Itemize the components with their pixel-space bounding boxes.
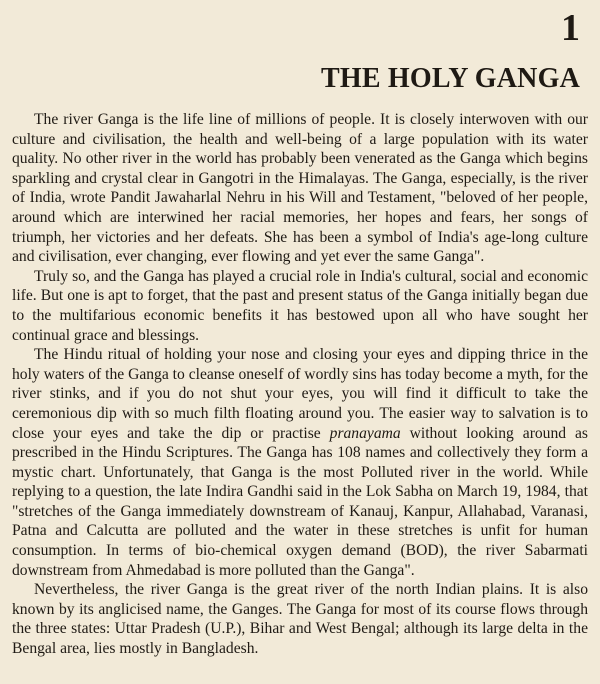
paragraph-3-italic-term: pranayama bbox=[329, 424, 401, 442]
chapter-number: 1 bbox=[561, 7, 580, 49]
paragraph-4: Nevertheless, the river Ganga is the great river of the north Indian plains. It is also known by its anglicised name, the Ganges. The Ganga for most of its course flows through the three states: Uttar Pradesh (U.P.), Bihar and West Bengal; although its large delta in the Bengal area, lies mostly in Bangladesh. bbox=[12, 581, 588, 658]
paragraph-3 bbox=[12, 345, 588, 580]
paragraph-3-text-start: The Hindu ritual of holding your nose and closing your eyes and dipping thrice in the holy waters of the Ganga to cleanse oneself of wordly sins has today become a myth, for the river stinks, and if you do not shut your eyes, you will find it difficult to take the ceremonious dip with so much filth floating around you. The easier way to salvation is to close your eyes and take the dip or practise bbox=[12, 346, 588, 442]
paragraph-2: Truly so, and the Ganga has played a crucial role in India's cultural, social and economic life. But one is apt to forget, that the past and present status of the Ganga initially began due to the multifarious economic benefits it has bestowed upon all who have sought her continual grace and blessings. bbox=[12, 267, 588, 344]
chapter-body bbox=[12, 110, 588, 659]
paragraph-3-text-end: without looking around as prescribed in the Hindu Scriptures. The Ganga has 108 names and collectively they form a mystic chart. Unfortunately, that Ganga is the most Polluted river in the world. While replying to a question, the late Indira Gandhi said in the Lok Sabha on March 19, 1984, that "stretches of the Ganga immediately downstream of Kanauj, Kanpur, Allahabad, Varanasi, Patna and Calcutta are polluted and the water in these stretches is unfit for human consumption. In terms of bio-chemical oxygen demand (BOD), the river Sabarmati downstream from Ahmedabad is more polluted than the Ganga". bbox=[12, 424, 588, 579]
chapter-title: THE HOLY GANGA bbox=[321, 63, 580, 94]
paragraph-1: The river Ganga is the life line of millions of people. It is closely interwoven with our culture and civilisation, the health and well-being of a large population with its water quality. No other river in the world has probably been venerated as the Ganga which begins sparkling and crystal clear in Gangotri in the Himalayas. The Ganga, especially, is the river of India, wrote Pandit Jawaharlal Nehru in his Will and Testament, "beloved of her people, around which are interwined her racial memories, her hopes and fears, her songs of triumph, her victories and her defeats. She has been a symbol of India's age-long culture and civilisation, ever changing, ever flowing and yet ever the same Ganga". bbox=[12, 111, 588, 266]
